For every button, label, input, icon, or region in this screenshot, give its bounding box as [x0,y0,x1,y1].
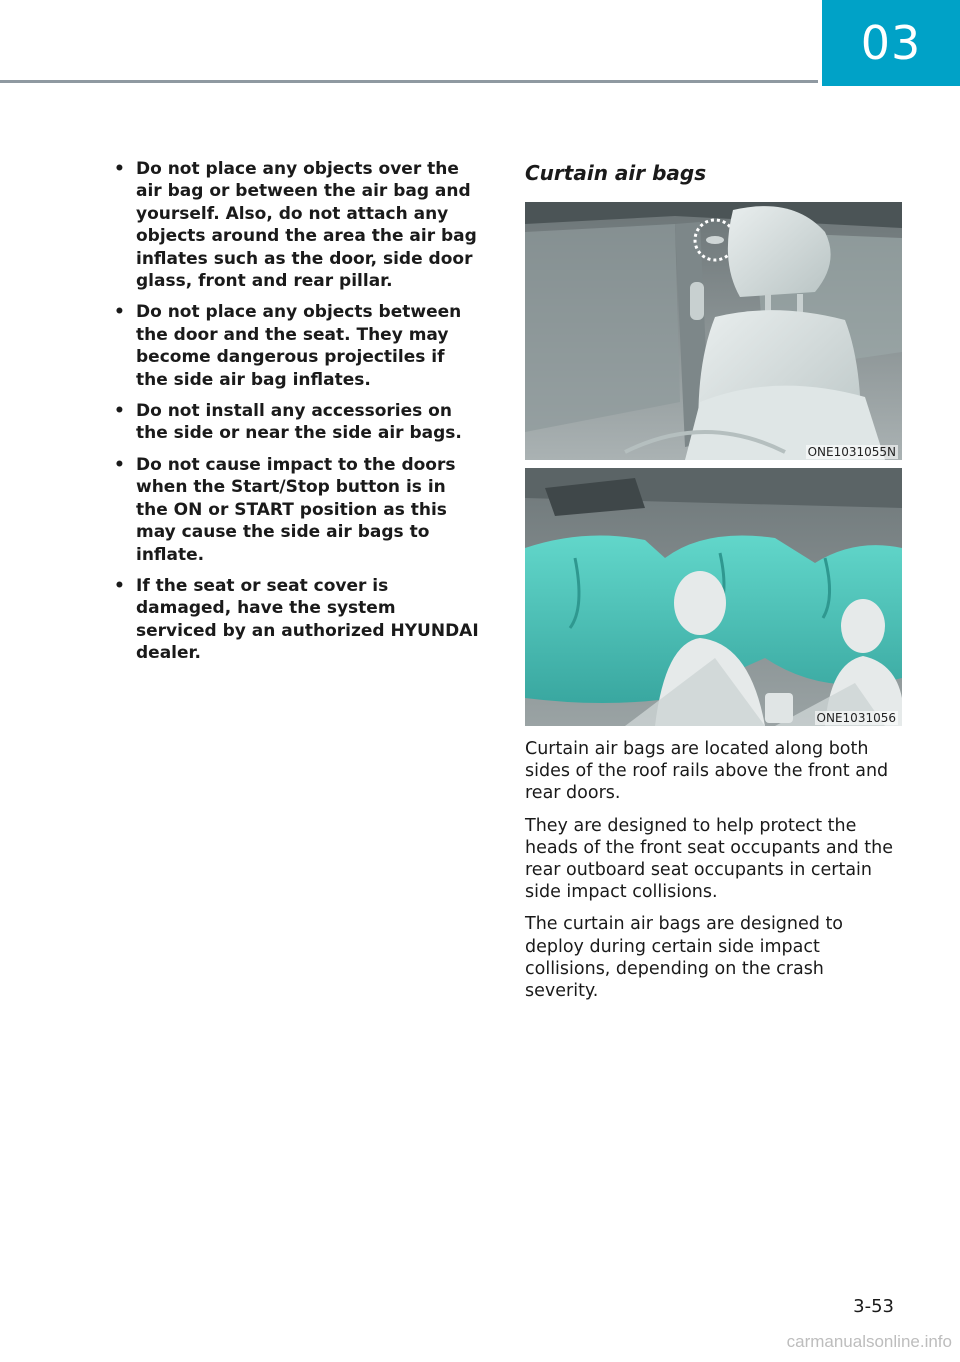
seat-illustration [525,202,902,460]
bullet-dot: • [114,454,125,475]
bullet-item: • Do not place any objects between the door and the seat. They may become dangerous projectiles if the side air bag inflates. [114,302,462,390]
section-body [525,738,902,1002]
figure-curtain-airbag-deployed [525,468,902,726]
curtain-airbag-section [525,158,902,1002]
figure-code: ONE1031056 [816,711,896,725]
chapter-tab [822,0,960,86]
paragraph: They are designed to help protect the heads of the front seat occupants and the rear outboard seat occupants in certain side impact collisions. [525,815,894,903]
warning-bullet-list [114,158,480,665]
bullet-dot: • [114,575,125,596]
warning-bullets-column [114,158,480,674]
watermark: carmanualsonline.info [786,1332,952,1351]
bullet-item: • Do not place any objects over the air bag or between the air bag and yourself. Also, do not attach any objects around the area the air bag inflates such as the door, side door glass, front and rear pillar. [114,159,477,292]
section-title: Curtain air bags [525,161,707,185]
bullet-item: • Do not cause impact to the doors when the Start/Stop button is in the ON or START position as this may cause the side air bags to inflate. [114,454,456,565]
bullet-item: • If the seat or seat cover is damaged, have the system serviced by an authorized HYUNDAI dealer. [114,575,479,664]
curtain-airbag-illustration [525,468,902,726]
bullet-dot: • [114,302,125,323]
bullet-dot: • [114,401,125,422]
figure-code: ONE1031055N [807,445,896,459]
bullet-dot: • [114,159,125,179]
page-number: 3-53 [853,1296,894,1317]
paragraph: Curtain air bags are located along both sides of the roof rails above the front and rear doors. [525,739,889,804]
header-rule [0,80,818,83]
chapter-number: 03 [860,16,922,70]
figure-seat-airbag-location [525,202,902,460]
paragraph: The curtain air bags are designed to deploy during certain side impact collisions, depending on the crash severity. [525,914,844,1002]
bullet-item: • Do not install any accessories on the side or near the side air bags. [114,401,462,444]
